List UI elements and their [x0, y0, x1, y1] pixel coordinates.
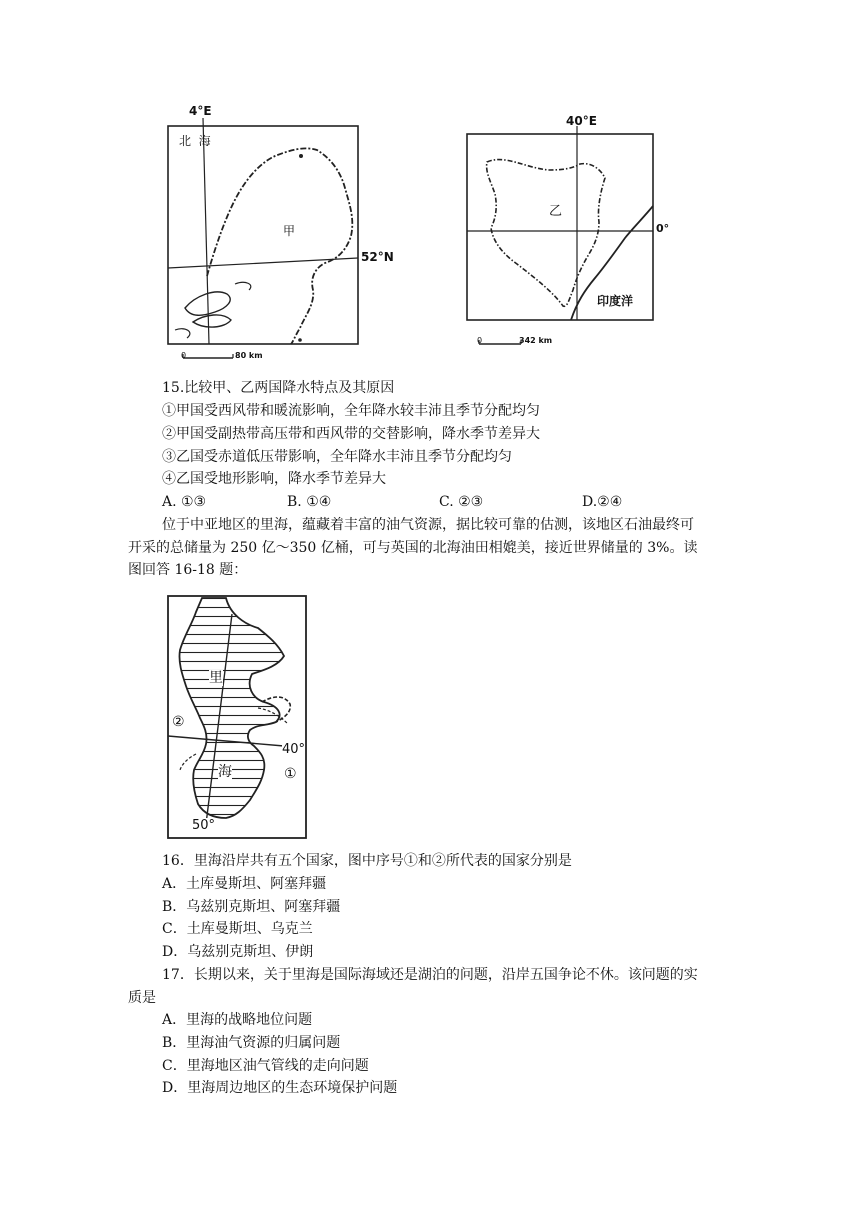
map-caspian-label-top: 里: [209, 670, 223, 686]
q15-option-d: D.②④: [582, 494, 623, 510]
map-yi-ocean-label: 印度洋: [597, 294, 634, 308]
map-jia-country-label: 甲: [283, 224, 296, 238]
map-jia: [165, 104, 405, 370]
q17-stem-line-1: 17．长期以来，关于里海是国际海域还是湖泊的问题，沿岸五国争论不休。该问题的实: [162, 967, 698, 983]
map-caspian-drawing: [166, 594, 316, 844]
q16-option-b: B．乌兹别克斯坦、阿塞拜疆: [162, 899, 341, 915]
map-yi-lat-label: 0°: [656, 222, 670, 235]
q15-statement-3: ③乙国受赤道低压带影响，全年降水丰沛且季节分配均匀: [162, 449, 512, 465]
q16-option-d: D．乌兹别克斯坦、伊朗: [162, 944, 314, 960]
map-caspian-lat-label: 40°: [282, 742, 306, 757]
map-yi-drawing: [465, 118, 675, 356]
passage-line-2: 开采的总储量为 250 亿～350 亿桶，可与英国的北海油田相媲美，接近世界储量的 3%。读: [128, 540, 698, 556]
map-caspian-lon-label: 50°: [192, 818, 216, 833]
map-jia-lon-label: 4°E: [189, 104, 212, 118]
q15-statement-1: ①甲国受西风带和暖流影响，全年降水较丰沛且季节分配均匀: [162, 403, 540, 419]
q17-stem-line-2: 质是: [128, 990, 156, 1006]
q17-option-a: A．里海的战略地位问题: [162, 1012, 313, 1028]
q17-option-c: C．里海地区油气管线的走向问题: [162, 1058, 369, 1074]
q16-option-c: C．土库曼斯坦、乌克兰: [162, 921, 313, 937]
map-yi-country-label: 乙: [549, 204, 563, 219]
map-caspian-marker-1: ①: [284, 766, 297, 782]
map-jia-scale-label: 80 km: [235, 351, 263, 360]
map-jia-lat-label: 52°N: [361, 250, 394, 264]
map-yi-scale-label: 342 km: [519, 336, 553, 345]
q17-option-d: D．里海周边地区的生态环境保护问题: [162, 1080, 398, 1096]
q15-stem: 15.比较甲、乙两国降水特点及其原因: [162, 380, 395, 396]
map-yi-lon-label: 40°E: [566, 114, 597, 128]
q16-stem: 16．里海沿岸共有五个国家，图中序号①和②所代表的国家分别是: [162, 853, 572, 869]
q15-option-a: A. ①③: [162, 494, 207, 510]
map-caspian: [166, 594, 316, 844]
map-caspian-marker-2: ②: [172, 714, 185, 730]
map-yi-scale-zero: 0: [477, 336, 483, 345]
passage-line-1: 位于中亚地区的里海，蕴藏着丰富的油气资源，据比较可靠的估测，该地区石油最终可: [162, 517, 694, 533]
map-yi: [465, 114, 675, 356]
map-jia-scale-zero: 0: [181, 351, 187, 360]
passage-line-3: 图回答 16-18 题：: [128, 562, 248, 578]
q16-option-a: A．土库曼斯坦、阿塞拜疆: [162, 876, 327, 892]
map-caspian-label-bottom: 海: [218, 764, 232, 780]
q15-option-b: B. ①④: [287, 494, 332, 510]
q15-statement-4: ④乙国受地形影响，降水季节差异大: [162, 471, 386, 487]
map-jia-sea-label: 北 海: [179, 134, 211, 148]
q17-option-b: B．里海油气资源的归属问题: [162, 1035, 341, 1051]
q15-statement-2: ②甲国受副热带高压带和西风带的交替影响，降水季节差异大: [162, 426, 540, 442]
q15-option-c: C. ②③: [439, 494, 484, 510]
